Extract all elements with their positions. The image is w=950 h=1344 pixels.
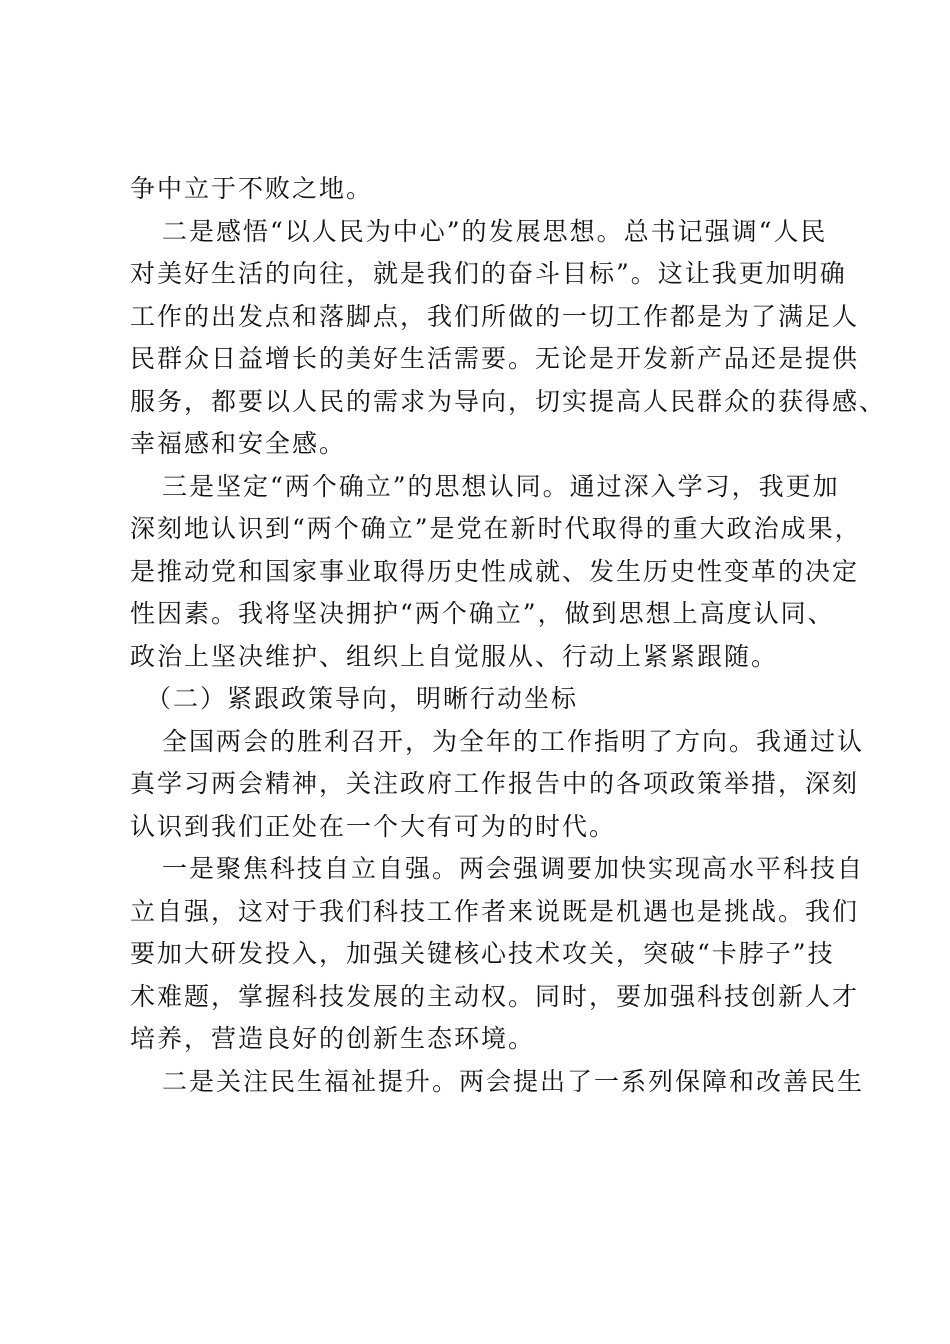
paragraph-line: 工作的出发点和落脚点，我们所做的一切工作都是为了满足人 [130, 301, 860, 331]
paragraph-line: 二是感悟“以人民为中心”的发展思想。总书记强调“人民 [162, 216, 828, 246]
paragraph-line: 真学习两会精神，关注政府工作报告中的各项政策举措，深刻 [130, 769, 860, 798]
paragraph-line: 政治上坚决维护、组织上自觉服从、行动上紧紧跟随。 [130, 641, 779, 671]
paragraph-line: 是推动党和国家事业取得历史性成就、发生历史性变革的决定 [130, 556, 860, 586]
section-heading: （二）紧跟政策导向，明晰行动坐标 [146, 684, 579, 713]
paragraph-line: 深刻地认识到“两个确立”是党在新时代取得的重大政治成果， [130, 514, 862, 543]
paragraph-line: 对美好生活的向往，就是我们的奋斗目标”。这让我更加明确 [130, 259, 847, 288]
paragraph-line: 培养，营造良好的创新生态环境。 [130, 1024, 536, 1053]
paragraph-line: 认识到我们正处在一个大有可为的时代。 [130, 811, 617, 841]
paragraph-line: 立自强，这对于我们科技工作者来说既是机遇也是挑战。我们 [130, 896, 860, 926]
paragraph-line: 服务，都要以人民的需求为导向，切实提高人民群众的获得感、 [130, 386, 887, 416]
paragraph-line: 术难题，掌握科技发展的主动权。同时，要加强科技创新人才 [130, 981, 860, 1011]
paragraph-line: 幸福感和安全感。 [130, 429, 347, 458]
paragraph-line: 全国两会的胜利召开，为全年的工作指明了方向。我通过认 [162, 726, 865, 756]
paragraph-line: 二是关注民生福祉提升。两会提出了一系列保障和改善民生 [162, 1066, 865, 1096]
paragraph-line: 一是聚焦科技自立自强。两会强调要加快实现高水平科技自 [162, 854, 865, 883]
paragraph-line: 三是坚定“两个确立”的思想认同。通过深入学习，我更加 [162, 471, 840, 501]
paragraph-line: 要加大研发投入，加强关键核心技术攻关，突破“卡脖子”技 [130, 939, 835, 968]
paragraph-line: 争中立于不败之地。 [130, 174, 374, 203]
paragraph-line: 民群众日益增长的美好生活需要。无论是开发新产品还是提供 [130, 344, 860, 373]
document-body [130, 168, 887, 1103]
paragraph-line: 性因素。我将坚决拥护“两个确立”，做到思想上高度认同、 [130, 599, 835, 628]
